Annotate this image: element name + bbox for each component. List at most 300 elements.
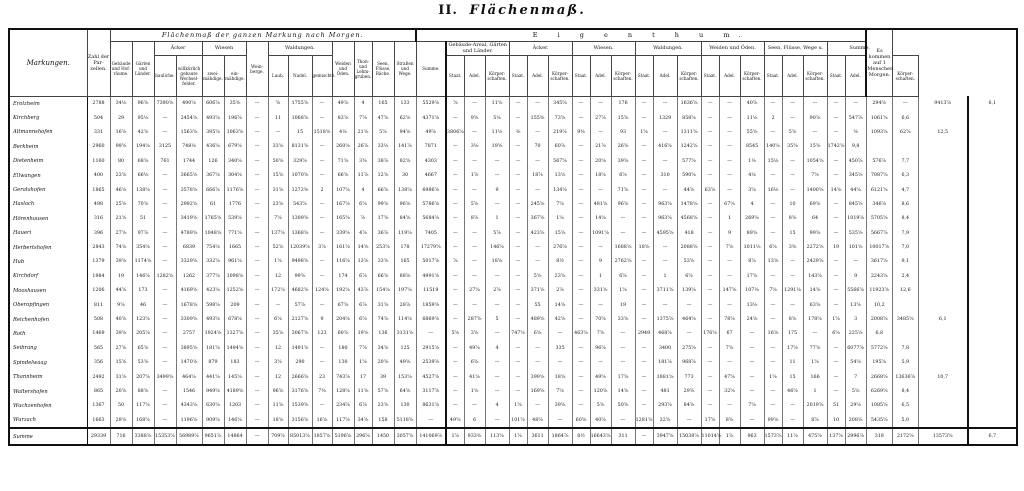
table-cell: 12 xyxy=(268,341,288,355)
table-row xyxy=(9,341,1017,355)
table-cell: 18⅝ xyxy=(548,370,572,384)
table-cell: 5⅞ xyxy=(485,226,509,240)
table-cell: 55 xyxy=(527,298,548,312)
table-cell: — xyxy=(312,212,332,226)
table-cell: — xyxy=(827,226,845,240)
table-cell: — xyxy=(527,399,548,413)
table-cell: 130 xyxy=(332,356,354,370)
table-cell: 275⅝ xyxy=(677,341,701,355)
table-cell: 116⅝ xyxy=(332,255,354,269)
table-cell: 5⅝ xyxy=(590,399,611,413)
markung-name: Haueri xyxy=(9,226,87,240)
header-eig-sub: Körperschaften. xyxy=(611,55,635,96)
table-cell: 3067⅝ xyxy=(288,327,312,341)
table-cell: 6⅝ xyxy=(827,327,845,341)
table-cell: 225⅝ xyxy=(845,327,866,341)
markung-name: Herbertshofen xyxy=(9,240,87,254)
table-cell: 400 xyxy=(87,168,110,182)
table-cell xyxy=(968,140,1017,154)
table-cell: 276⅝ xyxy=(548,240,572,254)
table-cell: 5,0 xyxy=(892,413,918,428)
table-cell: 3117⅝ xyxy=(416,384,446,398)
table-cell: — xyxy=(845,96,866,111)
table-cell: 845⅝ xyxy=(845,197,866,211)
table-cell: 7,8 xyxy=(892,341,918,355)
table-cell: 5 xyxy=(485,312,509,326)
table-cell: 137⅝ xyxy=(827,428,845,445)
table-cell: 14⅝ xyxy=(590,212,611,226)
table-cell: 165 xyxy=(372,96,394,111)
table-cell: — xyxy=(827,197,845,211)
table-cell: 1098⅝ xyxy=(224,269,246,283)
table-cell: — xyxy=(764,125,782,139)
table-cell: 50⅝ xyxy=(611,399,635,413)
table-cell: 1470⅝ xyxy=(176,356,202,370)
table-cell: 493⅝ xyxy=(202,111,224,125)
table-cell: — xyxy=(701,312,719,326)
table-cell: — xyxy=(509,312,527,326)
table-cell: 5566⅝ xyxy=(845,284,866,298)
table-cell xyxy=(918,413,967,428)
table-cell: — xyxy=(719,183,740,197)
table-row xyxy=(9,154,1017,168)
table-cell: 209 xyxy=(224,298,246,312)
table-cell: 195⅝ xyxy=(866,356,892,370)
table-cell xyxy=(918,356,967,370)
table-cell: — xyxy=(509,96,527,111)
table-cell: 771⅝ xyxy=(224,226,246,240)
table-cell: 175 xyxy=(782,327,803,341)
table-cell: — xyxy=(701,370,719,384)
table-cell: 71⅝ xyxy=(332,154,354,168)
table-cell: 19 xyxy=(110,269,132,283)
table-cell xyxy=(892,298,918,312)
table-cell: 167⅝ xyxy=(332,197,354,211)
header-wiesen-sub: zweimähdige. xyxy=(202,55,224,96)
sum-label: Summe xyxy=(9,428,87,445)
table-cell: — xyxy=(782,399,803,413)
table-cell: — xyxy=(653,240,677,254)
table-cell: 1678⅝ xyxy=(176,298,202,312)
table-cell: — xyxy=(446,168,464,182)
table-cell: 1⅞ xyxy=(446,428,464,445)
table-cell: 1019⅝ xyxy=(845,212,866,226)
table-cell: 1011⅛ xyxy=(740,240,764,254)
table-cell: — xyxy=(764,168,782,182)
table-cell: 23⅝ xyxy=(372,399,394,413)
table-cell: 71⅝ xyxy=(611,183,635,197)
header-waldungen: Waldungen. xyxy=(268,41,332,55)
header-eig-sub: Adel. xyxy=(782,55,803,96)
table-cell: — xyxy=(246,125,268,139)
table-cell: 42⅝ xyxy=(548,312,572,326)
table-cell: — xyxy=(653,255,677,269)
table-cell: ⅜ xyxy=(509,125,527,139)
table-cell xyxy=(918,111,967,125)
table-cell: 2788 xyxy=(87,96,110,111)
table-cell: 1881⅝ xyxy=(653,370,677,384)
header-eig-sub: Körperschaften. xyxy=(548,55,572,96)
table-cell: 3485⅝ xyxy=(892,312,918,326)
table-cell: 15⅝ xyxy=(803,140,827,154)
table-cell: — xyxy=(635,183,653,197)
table-cell: — xyxy=(246,183,268,197)
table-row xyxy=(9,312,1017,326)
table-cell: 576⅞ xyxy=(866,154,892,168)
table-cell: 464⅝ xyxy=(677,312,701,326)
table-cell: 138⅝ xyxy=(132,183,154,197)
table-cell: — xyxy=(509,140,527,154)
table-cell: — xyxy=(827,96,845,111)
table-cell: — xyxy=(635,284,653,298)
table-cell: — xyxy=(719,111,740,125)
table-cell: — xyxy=(572,341,590,355)
table-cell: 15⅝ xyxy=(110,356,132,370)
table-cell: — xyxy=(782,111,803,125)
table-cell: — xyxy=(527,154,548,168)
table-cell: 19 xyxy=(827,240,845,254)
table-cell: — xyxy=(154,413,176,428)
table-cell: 196⅞ xyxy=(224,111,246,125)
table-cell: 5772⅝ xyxy=(866,341,892,355)
table-cell: ⅞ xyxy=(446,96,464,111)
header-es-kommen: Es kommen auf 1 Menschen Morgen. xyxy=(866,29,892,96)
table-cell: — xyxy=(246,384,268,398)
table-cell: 34⅛ xyxy=(110,96,132,111)
table-cell xyxy=(968,384,1017,398)
table-cell: 29339 xyxy=(87,428,110,445)
table-cell xyxy=(968,168,1017,182)
table-cell: 498 xyxy=(87,197,110,211)
table-cell: — xyxy=(464,399,485,413)
table-cell: — xyxy=(312,298,332,312)
table-cell: 1329 xyxy=(653,111,677,125)
table-cell: — xyxy=(446,197,464,211)
table-cell: 6,1 xyxy=(918,312,967,326)
table-cell: 10,2 xyxy=(866,298,892,312)
table-cell: — xyxy=(572,140,590,154)
table-cell: 3419⅝ xyxy=(176,212,202,226)
table-cell: 19 xyxy=(611,298,635,312)
table-cell: 21⅝ xyxy=(110,212,132,226)
table-cell: — xyxy=(446,240,464,254)
table-cell: 754⅝ xyxy=(202,240,224,254)
table-cell: 423⅝ xyxy=(202,284,224,298)
table-cell: 16⅝ xyxy=(110,125,132,139)
table-cell: — xyxy=(701,284,719,298)
table-cell: 1478⅝ xyxy=(677,197,701,211)
table-cell: — xyxy=(701,168,719,182)
table-cell: — xyxy=(803,327,827,341)
table-cell: 124⅝ xyxy=(312,284,332,298)
table-cell: 99⅝ xyxy=(372,197,394,211)
table-cell: 74⅞ xyxy=(372,312,394,326)
table-cell: 1068⅝ xyxy=(288,111,312,125)
header-eig-sub: Körperschaften. xyxy=(485,55,509,96)
table-cell: — xyxy=(312,341,332,355)
table-cell: — xyxy=(764,212,782,226)
table-cell: — xyxy=(446,226,464,240)
table-cell: 65⅝ xyxy=(132,341,154,355)
table-cell: 13⅝ xyxy=(845,298,866,312)
table-cell: 10 xyxy=(782,197,803,211)
markung-name: Erolzheim xyxy=(9,96,87,111)
table-cell: 4991⅝ xyxy=(416,269,446,283)
table-cell: 95⅛ xyxy=(132,111,154,125)
table-cell: 2757 xyxy=(176,327,202,341)
table-cell: 46⅝ xyxy=(110,183,132,197)
markung-name: Kirchdorf xyxy=(9,269,87,283)
table-cell: — xyxy=(246,327,268,341)
table-cell: 1563⅝ xyxy=(176,125,202,139)
table-cell: 8⅝ xyxy=(719,413,740,428)
table-cell: — xyxy=(764,96,782,111)
table-cell: — xyxy=(719,96,740,111)
table-cell: — xyxy=(803,96,827,111)
table-cell xyxy=(918,399,967,413)
table-cell: 345⅝ xyxy=(548,96,572,111)
table-cell: 134⅝ xyxy=(548,183,572,197)
table-cell: — xyxy=(827,255,845,269)
table-cell: 49⅝ xyxy=(446,413,464,428)
table-cell: — xyxy=(719,140,740,154)
header-eig-group: Waldungen. xyxy=(635,41,701,55)
table-cell: — xyxy=(635,399,653,413)
table-cell: — xyxy=(572,399,590,413)
table-cell: — xyxy=(446,399,464,413)
table-cell xyxy=(918,212,967,226)
table-cell: 5⅛ xyxy=(485,111,509,125)
table-cell: 12039⅝ xyxy=(288,240,312,254)
header-gebaeude: Gebäude und Hofräume. xyxy=(110,41,132,96)
table-cell: — xyxy=(635,212,653,226)
table-cell: 1⅝ xyxy=(354,356,372,370)
table-cell: 57⅞ xyxy=(288,298,312,312)
table-cell: 9,8 xyxy=(845,140,866,154)
table-cell: 13636⅝ xyxy=(892,370,918,384)
table-cell: — xyxy=(154,111,176,125)
table-cell: 49⅞ xyxy=(464,341,485,355)
table-cell: 147⅝ xyxy=(719,284,740,298)
table-cell xyxy=(918,226,967,240)
table-cell: — xyxy=(246,428,268,445)
header-markungen: Markungen. xyxy=(9,29,87,96)
table-cell: — xyxy=(527,356,548,370)
table-cell: 15 xyxy=(288,125,312,139)
table-cell: 181⅝ xyxy=(202,341,224,355)
table-cell: — xyxy=(485,154,509,168)
table-row xyxy=(9,327,1017,341)
page-title xyxy=(0,3,1024,18)
table-cell: 1864⅞ xyxy=(548,428,572,445)
table-cell: 11⅝ xyxy=(354,384,372,398)
table-cell: 66⅝ xyxy=(372,183,394,197)
table-cell: 13⅝ xyxy=(548,168,572,182)
table-cell: 4169⅝ xyxy=(176,284,202,298)
table-cell: 3125 xyxy=(154,140,176,154)
table-cell: — xyxy=(827,154,845,168)
table-cell: — xyxy=(509,111,527,125)
header-eig-sub: Adel. xyxy=(845,55,866,96)
table-cell: 31⅝ xyxy=(268,183,288,197)
table-cell: 481⅝ xyxy=(590,197,611,211)
table-cell: — xyxy=(719,269,740,283)
table-cell: 84⅝ xyxy=(394,212,416,226)
table-cell: — xyxy=(509,298,527,312)
table-cell: 7⅝ xyxy=(719,240,740,254)
table-cell: 4⅞ xyxy=(354,226,372,240)
table-cell: 1450 xyxy=(372,428,394,445)
table-cell: — xyxy=(464,96,485,111)
table-cell: — xyxy=(154,298,176,312)
table-cell: 1 xyxy=(803,384,827,398)
table-cell: 1⅝ xyxy=(548,212,572,226)
table-cell: — xyxy=(701,212,719,226)
table-cell: — xyxy=(446,183,464,197)
table-cell: 125 xyxy=(394,341,416,355)
table-cell: 15⅝ xyxy=(611,111,635,125)
table-cell: 4 xyxy=(740,197,764,211)
table-cell: 1291⅛ xyxy=(782,284,803,298)
table-cell: — xyxy=(154,226,176,240)
table-cell: — xyxy=(827,212,845,226)
table-cell xyxy=(968,341,1017,355)
table-cell: 1⅝ xyxy=(764,370,782,384)
table-cell: — xyxy=(246,413,268,428)
table-cell: 43⅞ xyxy=(354,284,372,298)
table-cell: 5⅝ xyxy=(845,384,866,398)
table-cell: — xyxy=(635,255,653,269)
table-cell xyxy=(918,341,967,355)
table-cell: 1327⅝ xyxy=(224,327,246,341)
table-cell: 345⅝ xyxy=(845,168,866,182)
table-cell: — xyxy=(154,312,176,326)
table-cell: 475⅝ xyxy=(803,428,827,445)
table-cell: — xyxy=(701,226,719,240)
table-cell: — xyxy=(464,269,485,283)
table-cell: — xyxy=(764,197,782,211)
header-zahl: Zahl der Parzellen. xyxy=(87,29,110,96)
table-cell: 107⅝ xyxy=(332,183,354,197)
table-cell: 7⅝ xyxy=(548,384,572,398)
table-cell: 13⅝ xyxy=(764,255,782,269)
table-cell: 2088⅝ xyxy=(677,240,701,254)
table-cell: 354⅝ xyxy=(132,240,154,254)
table-cell: — xyxy=(509,341,527,355)
table-cell: 1252⅝ xyxy=(224,284,246,298)
table-cell: 23⅝ xyxy=(110,168,132,182)
table-cell: — xyxy=(527,341,548,355)
table-cell: 33⅛ xyxy=(372,140,394,154)
table-cell: — xyxy=(827,269,845,283)
table-cell: 17⅝ xyxy=(701,413,719,428)
table-cell: 2915⅝ xyxy=(416,341,446,355)
table-cell: 2127⅝ xyxy=(288,312,312,326)
table-cell: 9,1 xyxy=(892,255,918,269)
table-cell: 11⅝ xyxy=(485,96,509,111)
table-cell: 68⅝ xyxy=(132,154,154,168)
table-cell: — xyxy=(611,327,635,341)
table-cell: 678⅝ xyxy=(224,312,246,326)
table-cell: 450⅞ xyxy=(845,154,866,168)
table-cell: 60⅝ xyxy=(572,413,590,428)
table-cell xyxy=(968,111,1017,125)
table-cell: — xyxy=(572,240,590,254)
table-cell: 963⅝ xyxy=(653,197,677,211)
table-cell: — xyxy=(572,298,590,312)
table-cell: 23⅝ xyxy=(268,197,288,211)
table-cell: 2666⅝ xyxy=(288,370,312,384)
table-cell: 3⅝ xyxy=(464,327,485,341)
table-cell: — xyxy=(701,96,719,111)
table-cell: 26⅝ xyxy=(611,140,635,154)
table-cell: 3176⅝ xyxy=(288,384,312,398)
table-cell xyxy=(968,197,1017,211)
table-cell: 5118⅝ xyxy=(394,413,416,428)
table-cell: — xyxy=(701,269,719,283)
table-cell: — xyxy=(611,356,635,370)
table-cell: 963⅝ xyxy=(653,212,677,226)
table-cell: 13⅛ xyxy=(740,298,764,312)
table-cell: — xyxy=(635,428,653,445)
table-cell: 143⅝ xyxy=(803,269,827,283)
table-cell: — xyxy=(527,183,548,197)
table-cell: 5196⅝ xyxy=(332,428,354,445)
table-cell: 748⅛ xyxy=(176,140,202,154)
header-eig-sub: Staat. xyxy=(827,55,845,96)
table-cell: 7,7 xyxy=(892,154,918,168)
table-cell: 590⅝ xyxy=(677,168,701,182)
table-cell xyxy=(968,399,1017,413)
table-cell: 1518⅝ xyxy=(312,125,332,139)
table-cell: 66⅛ xyxy=(132,168,154,182)
table-cell: 1379 xyxy=(87,255,110,269)
table-cell: 811 xyxy=(87,298,110,312)
table-cell: — xyxy=(740,341,764,355)
table-cell: 13573⅝ xyxy=(918,428,967,445)
table-cell: — xyxy=(590,240,611,254)
table-cell: — xyxy=(719,399,740,413)
table-cell: — xyxy=(827,384,845,398)
table-cell: 24⅝ xyxy=(740,312,764,326)
table-cell: 709⅝ xyxy=(268,428,288,445)
table-cell: — xyxy=(701,240,719,254)
table-cell: 1742⅝ xyxy=(827,140,845,154)
markung-name: Hörenhausen xyxy=(9,212,87,226)
table-cell: 743⅞ xyxy=(332,370,354,384)
table-cell: — xyxy=(446,269,464,283)
table-cell: 567⅝ xyxy=(548,154,572,168)
table-cell: 3499⅝ xyxy=(154,370,176,384)
table-cell: 3309⅝ xyxy=(176,312,202,326)
table-cell: 1776 xyxy=(224,197,246,211)
table-cell: — xyxy=(827,341,845,355)
table-cell: — xyxy=(154,240,176,254)
area-table xyxy=(8,28,1018,446)
table-cell: — xyxy=(246,269,268,283)
header-strassen: Straßen und Wege. xyxy=(394,41,416,96)
table-cell: — xyxy=(509,370,527,384)
table-cell: 17⅝ xyxy=(611,370,635,384)
table-cell: — xyxy=(312,140,332,154)
table-cell: — xyxy=(719,255,740,269)
table-cell: — xyxy=(464,240,485,254)
table-cell: 1857⅝ xyxy=(312,428,332,445)
table-cell: 1744 xyxy=(176,154,202,168)
table-cell: 7390⅝ xyxy=(154,96,176,111)
header-aecker-sub: bauliche. xyxy=(154,55,176,96)
table-cell: — xyxy=(446,312,464,326)
